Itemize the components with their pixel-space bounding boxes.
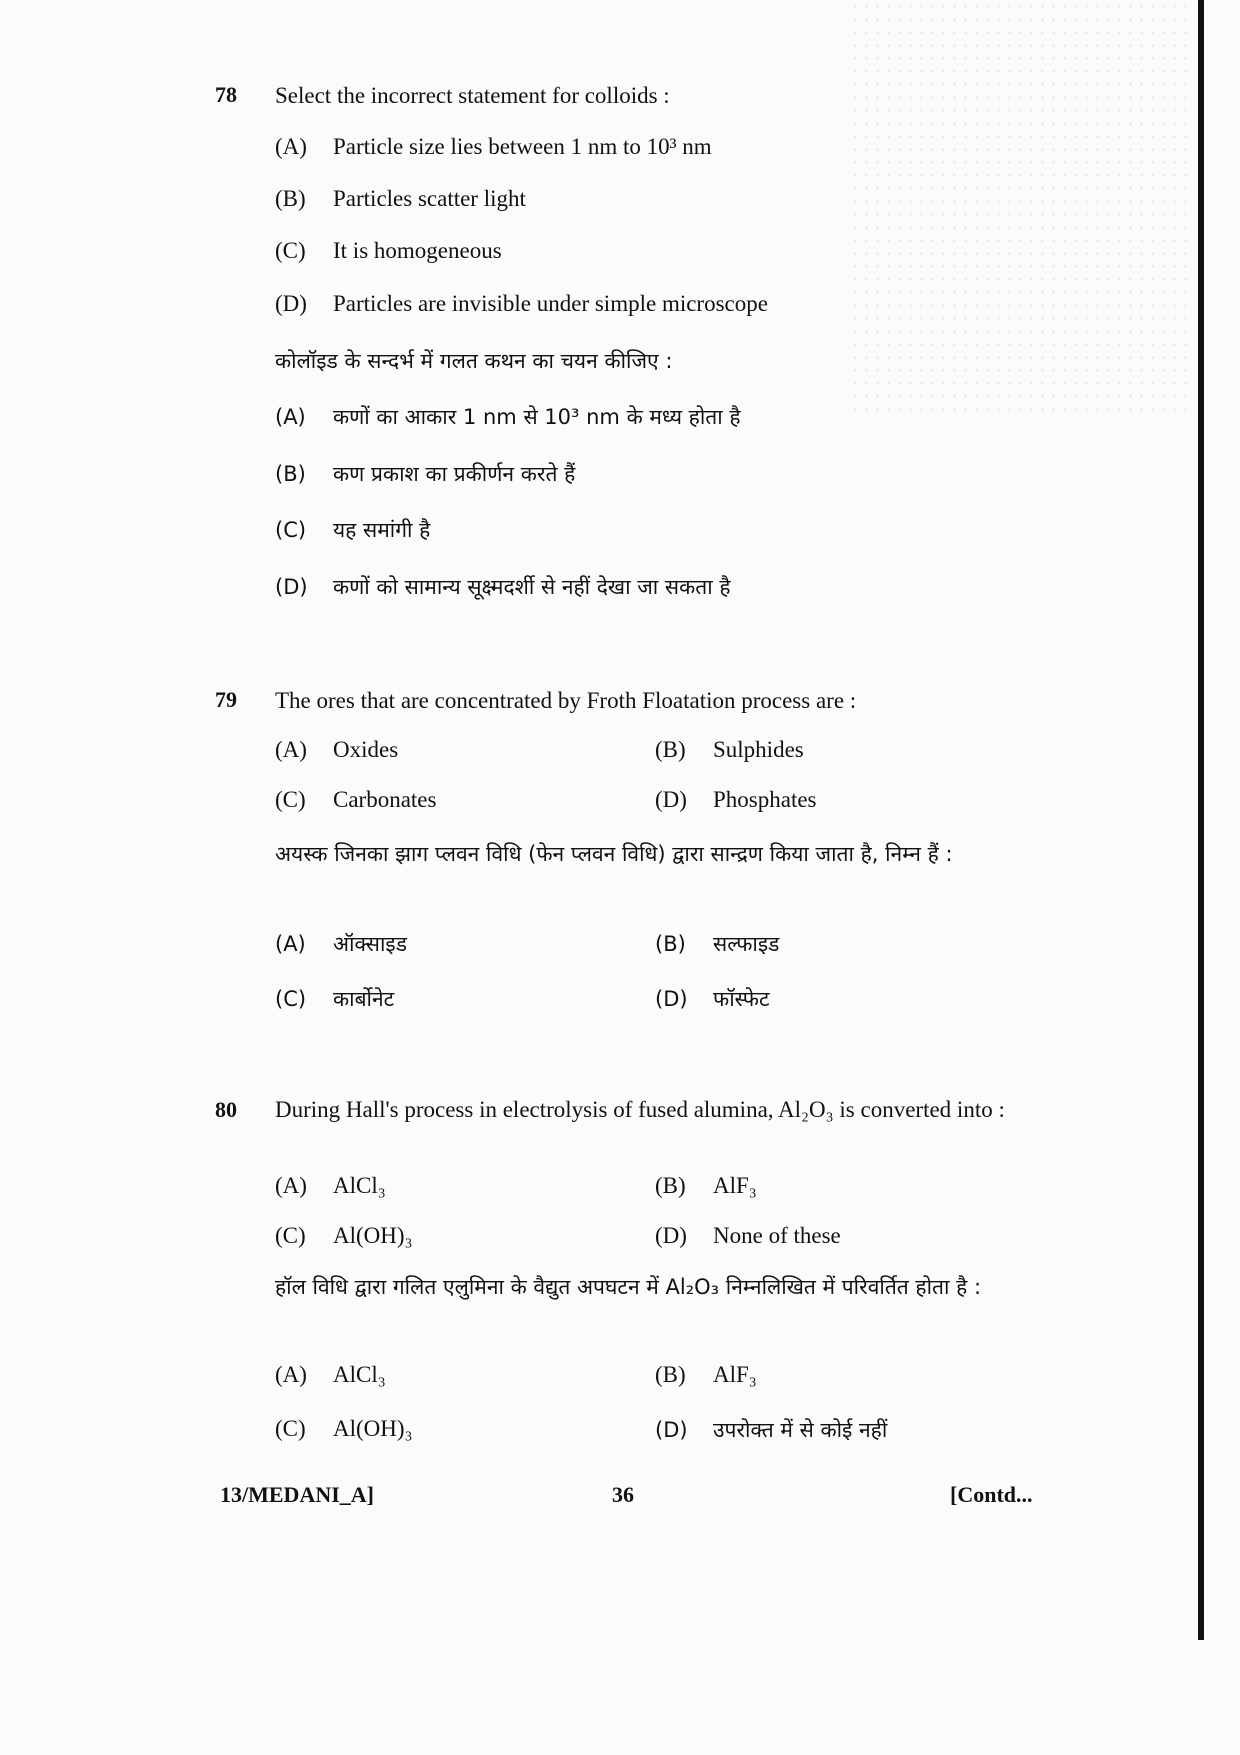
question-text: During Hall's process in electrolysis of fused alumina, Al₂O₃ is converted into :: [275, 1097, 1005, 1122]
option-d-hindi: (D) कणों को सामान्य सूक्ष्मदर्शी से नहीं देखा जा सकता है: [275, 575, 731, 599]
paper-code: 13/MEDANI_A]: [220, 1482, 374, 1507]
option-a: (A) Particle size lies between 1 nm to 10³ nm: [275, 134, 712, 159]
option-a: (A) Oxides: [275, 737, 399, 762]
question-number: 80: [215, 1097, 237, 1122]
option-d-hindi: (D) उपरोक्त में से कोई नहीं: [655, 1418, 888, 1442]
question-number: 79: [215, 687, 237, 712]
option-b-hindi: (B) सल्फाइड: [655, 932, 780, 956]
option-c-hindi: (C) यह समांगी है: [275, 518, 431, 542]
question-number: 78: [215, 82, 237, 107]
option-b: (B) Particles scatter light: [275, 186, 526, 211]
option-b-hindi: (B) कण प्रकाश का प्रकीर्णन करते हैं: [275, 462, 576, 486]
option-d: (D) Phosphates: [655, 787, 817, 812]
option-c: (C) Al(OH)₃: [275, 1223, 413, 1248]
binding-edge-line: [1198, 0, 1204, 1640]
page-number: 36: [612, 1482, 634, 1507]
question-text-hindi: अयस्क जिनका झाग प्लवन विधि (फेन प्लवन विधि) द्वारा सान्द्रण किया जाता है, निम्न हैं :: [275, 842, 953, 866]
option-d: (D) None of these: [655, 1223, 841, 1248]
question-text-hindi: हॉल विधि द्वारा गलित एलुमिना के वैद्युत अपघटन में Al₂O₃ निम्नलिखित में परिवर्तित होता है :: [275, 1275, 982, 1299]
option-b-hindi: (B) AlF₃: [655, 1362, 757, 1387]
option-a-hindi: (A) ऑक्साइड: [275, 932, 407, 956]
continued-label: [Contd...: [950, 1482, 1033, 1507]
option-a: (A) AlCl₃: [275, 1173, 386, 1198]
option-d-hindi: (D) फॉस्फेट: [655, 987, 770, 1011]
option-c-hindi: (C) Al(OH)₃: [275, 1416, 413, 1441]
option-c: (C) Carbonates: [275, 787, 437, 812]
option-c: (C) It is homogeneous: [275, 238, 502, 263]
option-d: (D) Particles are invisible under simple microscope: [275, 291, 768, 316]
option-c-hindi: (C) कार्बोनेट: [275, 987, 395, 1011]
question-text-hindi: कोलॉइड के सन्दर्भ में गलत कथन का चयन कीजिए :: [275, 349, 673, 373]
option-b: (B) Sulphides: [655, 737, 804, 762]
option-a-hindi: (A) AlCl₃: [275, 1362, 386, 1387]
question-text: Select the incorrect statement for colloids :: [275, 83, 670, 108]
question-text: The ores that are concentrated by Froth Floatation process are :: [275, 688, 857, 713]
option-a-hindi: (A) कणों का आकार 1 nm से 10³ nm के मध्य होता है: [275, 405, 741, 429]
option-b: (B) AlF₃: [655, 1173, 757, 1198]
